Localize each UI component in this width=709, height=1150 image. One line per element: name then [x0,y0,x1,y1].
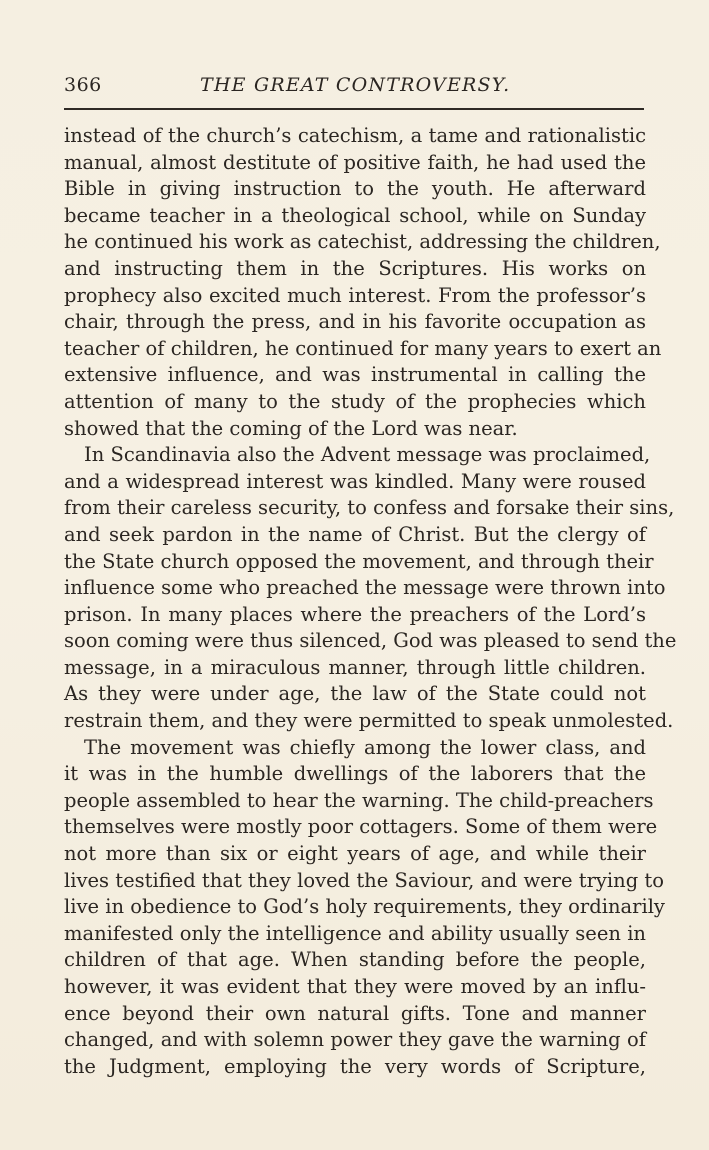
text-line: extensive influence, and was instrumental in calling the [64,363,646,387]
text-line: In Scandinavia also the Advent message was proclaimed, [84,443,651,467]
text-line: showed that the coming of the Lord was near. [64,416,518,440]
text-line: ence beyond their own natural gifts. Tone and manner [64,1001,646,1025]
text-line: lives testified that they loved the Saviour, and were trying to [64,868,664,892]
text-line: changed, and with solemn power they gave the warning of [64,1028,646,1052]
text-line: became teacher in a theological school, while on Sunday [64,203,646,227]
text-line: instead of the church’s catechism, a tame and rationalistic [64,124,646,147]
text-line: teacher of children, he continued for many years to exert an [64,336,662,360]
text-line: The movement was chiefly among the lower class, and [84,735,646,759]
text-line: chair, through the press, and in his favorite occupation as [64,310,646,334]
text-line: influence some who preached the message were thrown into [64,576,666,600]
text-line: it was in the humble dwellings of the laborers that the [64,762,646,786]
text-line: themselves were mostly poor cottagers. Some of them were [64,815,658,839]
text-line: As they were under age, the law of the State could not [64,682,646,706]
body-text [64,123,677,1080]
text-line: and seek pardon in the name of Christ. But the clergy of [64,522,646,546]
text-line: people assembled to hear the warning. The child-preachers [64,788,654,812]
text-line: and a widespread interest was kindled. Many were roused [64,469,646,493]
text-line: children of that age. When standing before the people, [64,948,646,972]
text-line: he continued his work as catechist, addressing the children, [64,230,661,254]
text-line: prison. In many places where the preachers of the Lord’s [64,602,646,626]
page-header [64,74,644,104]
text-line: prophecy also excited much interest. From the professor’s [64,283,646,307]
text-line: live in obedience to God’s holy requirements, they ordinarily [64,895,665,919]
text-line: attention of many to the study of the prophecies which [64,389,646,413]
paragraph [64,442,677,735]
header-rule [64,108,644,110]
text-line: and instructing them in the Scriptures. His works on [64,256,646,280]
text-line: soon coming were thus silenced, God was pleased to send the [64,629,677,653]
text-line: Bible in giving instruction to the youth. He afterward [64,177,646,201]
text-line: the State church opposed the movement, and through their [64,549,654,573]
text-line: manifested only the intelligence and ability usually seen in [64,921,646,945]
text-line: restrain them, and they were permitted to speak unmolested. [64,709,674,733]
running-title: THE GREAT CONTROVERSY. [200,74,511,96]
paragraph [64,123,662,442]
text-line: not more than six or eight years of age, and while their [64,842,646,866]
text-line: manual, almost destitute of positive faith, he had used the [64,150,646,174]
text-line: message, in a miraculous manner, through little children. [64,655,646,679]
text-line: the Judgment, employing the very words of Scripture, [64,1054,646,1078]
text-line: however, it was evident that they were moved by an influ- [64,975,646,998]
paragraph [64,735,665,1081]
page-number: 366 [64,74,102,96]
text-line: from their careless security, to confess and forsake their sins, [64,496,675,520]
